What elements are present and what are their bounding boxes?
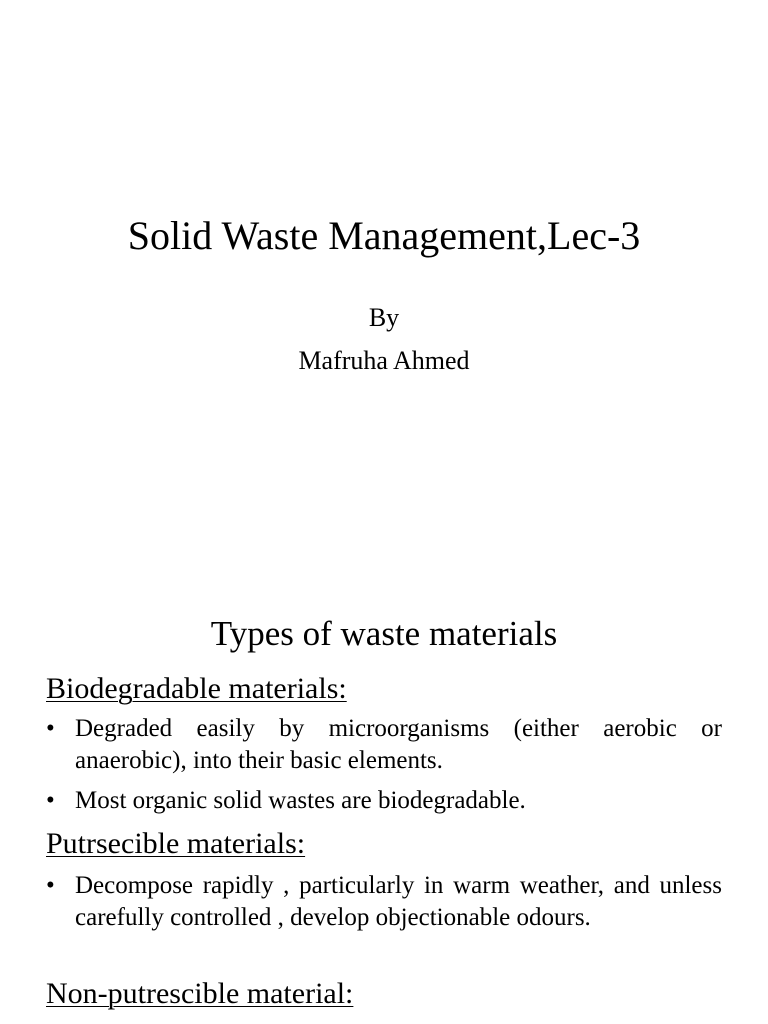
section-heading-non-putrescible: Non-putrescible material:	[46, 977, 354, 1010]
section-heading-putrescible: Putrsecible materials:	[46, 827, 306, 860]
bullet-glyph: •	[46, 787, 55, 814]
content-slide	[0, 576, 768, 1024]
bullet-item	[46, 713, 722, 777]
bullet-glyph: •	[46, 872, 55, 899]
by-label: By	[368, 303, 400, 332]
content-slide-title: Types of waste materials	[210, 614, 558, 653]
author-name: Mafruha Ahmed	[298, 346, 470, 375]
bullet-item	[46, 785, 722, 817]
slide-title: Solid Waste Management,Lec-3	[127, 213, 641, 258]
bullet-glyph: •	[46, 715, 55, 742]
bullet-item	[46, 870, 722, 934]
bullet-text: Degraded easily by microorganisms (either aerobic or anaerobic), into their basic elements.	[75, 715, 722, 774]
section-heading-biodegradable: Biodegradable materials:	[46, 672, 347, 705]
bullet-text: Decompose rapidly , particularly in warm weather, and unless carefully controlled , develop objectionable odours.	[75, 872, 722, 931]
bullet-text: Most organic solid wastes are biodegradable.	[75, 787, 526, 814]
